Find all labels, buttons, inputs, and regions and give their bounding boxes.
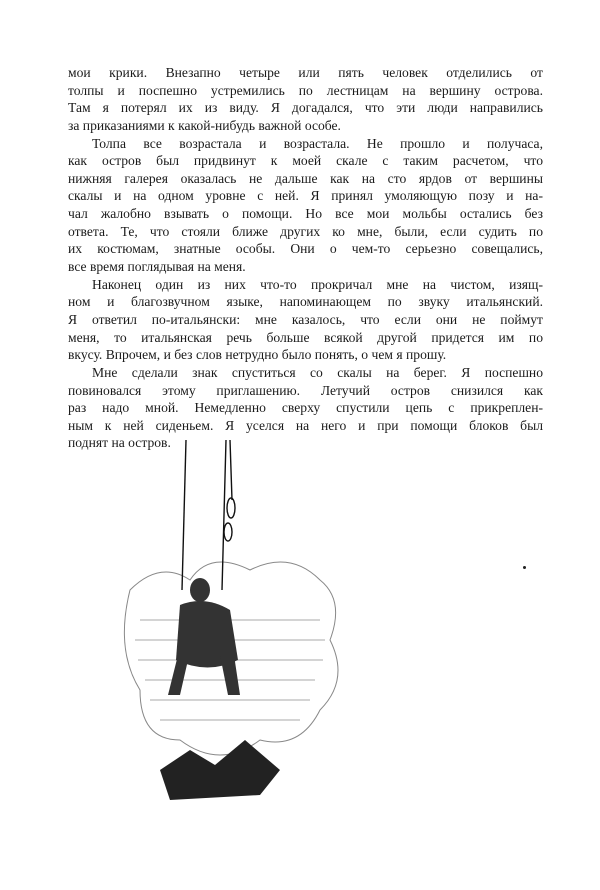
- rocks-below: [160, 740, 280, 800]
- text-line: чал жалобно взывать о помощи. Но все мои мольбы остались без: [68, 206, 543, 222]
- text-line: нижняя галерея оказалась не дальше как на сто ярдов от вершины: [68, 170, 543, 186]
- text-line: за приказаниями к какой-нибудь важной особе.: [68, 117, 341, 133]
- speck: [523, 566, 526, 569]
- text-line: поднят на остров.: [68, 435, 171, 451]
- man-figure: [168, 578, 240, 695]
- text-line: Мне сделали знак спуститься со скалы на берег. Я поспешно: [92, 364, 543, 380]
- text-line: ном и благозвучном языке, напоминающем по звуку итальянский.: [68, 294, 543, 310]
- text-line: ным к ней сиденьем. Я уселся на него и при помощи блоков был: [68, 417, 543, 433]
- rope-left: [182, 440, 186, 590]
- pulley-icon: [227, 498, 235, 518]
- text-line: все время поглядывая на меня.: [68, 259, 246, 275]
- text-line: их костюмам, знатные особы. Они о чем-то серьезно совещались,: [68, 241, 543, 257]
- text-line: повиновался этому приглашению. Летучий остров снизился как: [68, 382, 543, 398]
- text-line: вкусу. Впрочем, и без слов нетрудно было понять, о чем я прошу.: [68, 347, 447, 363]
- text-line: скалы и на одном уровне с ней. Я принял умоляющую позу и на-: [68, 188, 543, 204]
- text-line: толпы и поспешно устремились по лестницам на вершину острова.: [68, 82, 543, 98]
- text-line: как остров был придвинут к моей скале с таким расчетом, что: [68, 153, 543, 169]
- text-line: ответа. Те, что стояли ближе других ко мне, были, если судить по: [68, 223, 543, 239]
- rope-right: [222, 440, 232, 590]
- text-line: раз надо мной. Немедленно сверху спустили цепь с прикреплен-: [68, 400, 543, 416]
- text-line: Я ответил по-итальянски: мне казалось, что если они не поймут: [68, 311, 543, 327]
- text-line: Толпа все возрастала и возрастала. Не прошло и получаса,: [92, 135, 543, 151]
- text-line: мои крики. Внезапно четыре или пять человек отделились от: [68, 65, 543, 80]
- illustration-man-on-swing-lifted: [120, 440, 350, 810]
- text-line: Там я потерял их из виду. Я догадался, что эти люди направились: [68, 100, 543, 116]
- text-line: меня, то итальянская речь больше всякой другой придется им по: [68, 329, 543, 345]
- book-text: [68, 64, 543, 452]
- text-line: Наконец один из них что-то прокричал мне на чистом, изящ-: [92, 276, 543, 292]
